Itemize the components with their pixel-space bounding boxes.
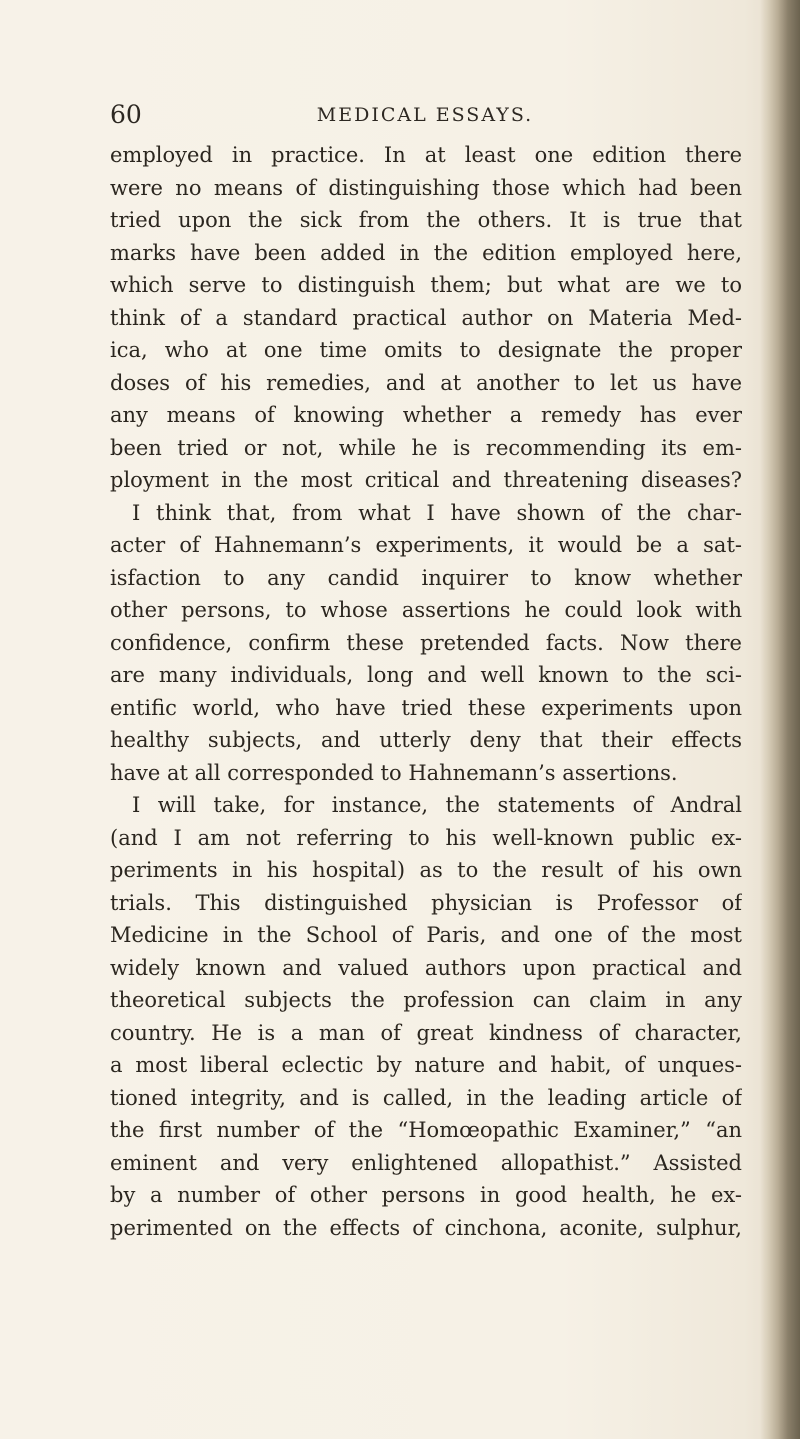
text-line: marks have been added in the edition employed here, [110,240,742,265]
text-line: country. He is a man of great kindness of character, [110,1020,742,1045]
text-line: were no means of distinguishing those which had been [110,175,742,200]
text-line: entific world, who have tried these experiments upon [110,695,742,720]
body-text [110,139,742,1244]
text-line: widely known and valued authors upon practical and [110,955,742,980]
text-line: any means of knowing whether a remedy has ever [110,403,742,427]
text-line: isfaction to any candid inquirer to know whether [110,565,742,590]
text-line: tried upon the sick from the others. It is true that [110,208,742,232]
text-line: (and I am not referring to his well-known public ex- [110,825,742,850]
text-line: perimented on the effects of cinchona, aconite, sulphur, [110,1215,742,1240]
text-line: Medicine in the School of Paris, and one of the most [110,923,742,947]
text-line: eminent and very enlightened allopathist.” Assisted [110,1150,742,1175]
text-line: acter of Hahnemann’s experiments, it would be a sat- [110,533,742,557]
text-line: confidence, confirm these pretended facts. Now there [110,630,742,655]
text-line: theoretical subjects the profession can claim in any [110,988,742,1012]
book-spine-shadow [760,0,800,1439]
text-line: tioned integrity, and is called, in the leading article of [110,1085,742,1110]
running-head: MEDICAL ESSAYS. [316,104,534,126]
text-line: healthy subjects, and utterly deny that their effects [110,728,742,752]
text-line: periments in his hospital) as to the result of his own [110,858,742,882]
text-line: are many individuals, long and well known to the sci- [110,663,742,687]
page-header [110,100,740,134]
page-number: 60 [110,100,142,129]
text-line: by a number of other persons in good health, he ex- [110,1183,742,1207]
text-line: employed in practice. In at least one edition there [110,143,742,167]
text-line: ployment in the most critical and threatening diseases? [110,468,742,492]
text-line: doses of his remedies, and at another to let us have [110,370,742,395]
text-line: the first number of the “Homœopathic Examiner,” “an [110,1118,742,1142]
text-line: think of a standard practical author on Materia Med- [110,305,742,330]
text-line: been tried or not, while he is recommending its em- [110,435,742,460]
text-line: I think that, from what I have shown of the char- [132,500,742,525]
text-line: have at all corresponded to Hahnemann’s assertions. [110,760,678,785]
text-line: ica, who at one time omits to designate the proper [110,338,742,362]
text-line: a most liberal eclectic by nature and habit, of unques- [110,1053,742,1077]
text-line: trials. This distinguished physician is Professor of [110,890,742,915]
text-line: which serve to distinguish them; but what are we to [110,273,742,297]
text-line: I will take, for instance, the statements of Andral [132,793,742,817]
text-line: other persons, to whose assertions he could look with [110,598,742,622]
